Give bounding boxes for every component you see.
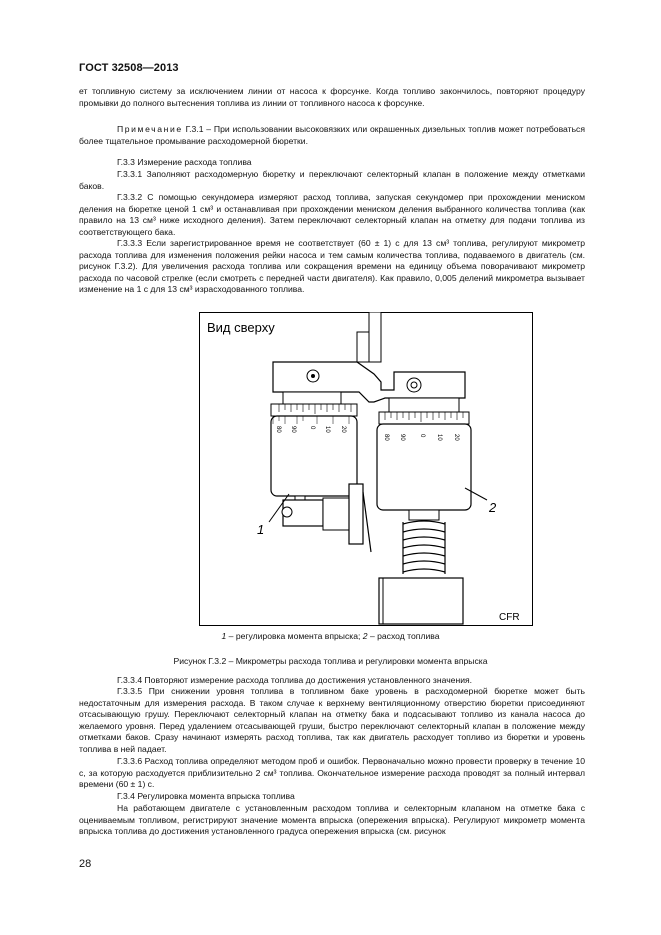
page-number: 28 bbox=[79, 858, 92, 870]
left-micrometer-neck bbox=[283, 392, 341, 404]
right-dial-label: 0 bbox=[419, 434, 425, 438]
paragraph-g332: Г.3.3.2 С помощью секундомера измеряют расход топлива, запуская секундомер при прохождении мениском деления на бюретке ценой 1 см³ и останавливая при прохождении мениском деления выбранного количества топлива (как правило на 13 см³ ниже исходного деления). Затем переключают селекторный клапан на отметку для подачи топлива из соответствующего бака. bbox=[79, 192, 585, 237]
left-dial-label: 20 bbox=[340, 426, 346, 433]
view-label: Вид сверху bbox=[207, 320, 275, 335]
left-mount-plate bbox=[349, 484, 363, 544]
right-dial-label: 80 bbox=[383, 434, 389, 441]
right-base-block bbox=[379, 578, 463, 624]
note-label: Примечание bbox=[117, 124, 183, 134]
right-micrometer-neck bbox=[389, 398, 459, 412]
figure-micrometers bbox=[199, 312, 533, 626]
callout-2: 2 bbox=[489, 500, 497, 515]
section-heading-g34: Г.3.4 Регулировка момента впрыска топлива bbox=[117, 791, 295, 801]
paragraph-g333: Г.3.3.3 Если зарегистрированное время не соответствует (60 ± 1) с для 13 см³ топлива, регулируют микрометр расхода топлива для изменения положения рейки насоса и тем самым количества топлива, подаваемого в двигатель (см. рисунок Г.3.2). Для увеличения расхода топлива или сокращения времени на единицу объема поворачивают микрометр расхода по часовой стрелке (если смотреть с передней части двигателя). Как правило, 0,005 делений микрометра вызывает изменение на 1 с для 13 см³ израсходованного топлива. bbox=[79, 238, 585, 295]
paragraph-g335: Г.3.3.5 При снижении уровня топлива в топливном баке уровень в расходомерной бюретке может быть недостаточным для измерения расхода. В таком случае к верхнему вентиляционному отверстию бюретки присоединяют отсасывающую грушу. Переключают селекторный клапан на отметку бака и подсасывают топливо из канала насоса до желаемого уровня. Перед удалением отсасывающей груши, быстро переключают селекторный клапан в положение между отметками баков. Сразу начинают измерять расход топлива, так как двигатель расходует топливо из бюретки и уровень топлива в ней падает. bbox=[79, 686, 585, 754]
paragraph-g34: На работающем двигателе с установленным расходом топлива и селекторным клапаном на отметке бака с оцениваемым топливом, регистрируют значение момента впрыска (опережения впрыска). Регулируют микрометр момента впрыска топлива до достижения установленного градуса опережения впрыска (см. рисунок bbox=[79, 803, 585, 837]
paragraph-g331: Г.3.3.1 Заполняют расходомерную бюретку и переключают селекторный клапан в положение между отметками баков. bbox=[79, 169, 585, 191]
right-spring-cap bbox=[409, 510, 439, 520]
left-dial-label: 90 bbox=[290, 426, 296, 433]
paragraph-continuation: ет топливную систему за исключением линии от насоса к форсунке. Когда топливо закончилось, повторяют процедуру промывки до полного вытеснения топлива из линии от топливного насоса к форсунке. bbox=[79, 86, 585, 108]
section-heading-g33: Г.3.3 Измерение расхода топлива bbox=[117, 157, 252, 167]
legend-2-text: – расход топлива bbox=[367, 631, 440, 641]
right-dial-label: 20 bbox=[453, 434, 459, 441]
note-text: Г.3.1 – При использовании высоковязких или окрашенных дизельных топлив может потребоваться более тщательное промывание расходомерной бюретки. bbox=[79, 124, 586, 146]
legend-1-num: 1 bbox=[221, 631, 227, 641]
right-dial-label: 10 bbox=[436, 434, 442, 441]
bracket-post-inner bbox=[357, 332, 369, 362]
figure-title: Рисунок Г.3.2 – Микрометры расхода топлива и регулировки момента впрыска bbox=[173, 656, 488, 666]
legend-1-text: – регулировка момента впрыска; bbox=[226, 631, 363, 641]
left-dial-label: 10 bbox=[324, 426, 330, 433]
callout-1: 1 bbox=[257, 522, 265, 537]
paragraph-g336: Г.3.3.6 Расход топлива определяют методом проб и ошибок. Первоначально можно провести проверку в течение 10 с, за которую расходуется приблизительно 2 см³ топлива. Окончательное измерение расхода проводят за полный интервал времени (60 ± 1) с. bbox=[79, 756, 585, 790]
figure-mark: CFR bbox=[499, 612, 520, 623]
legend-2-num: 2 bbox=[362, 631, 368, 641]
right-dial-label: 90 bbox=[399, 434, 405, 441]
left-dial-label: 80 bbox=[275, 426, 281, 433]
left-collar bbox=[323, 498, 349, 530]
document-header: ГОСТ 32508—2013 bbox=[79, 62, 179, 74]
paragraph-g334: Г.3.3.4 Повторяют измерение расхода топлива до достижения установленного значения. bbox=[117, 675, 473, 685]
right-micrometer-scale bbox=[379, 412, 469, 424]
note-paragraph bbox=[79, 124, 585, 147]
bracket-post bbox=[369, 312, 381, 362]
figure-legend bbox=[0, 631, 661, 641]
left-dial-label: 0 bbox=[309, 426, 315, 430]
left-micrometer-scale bbox=[271, 404, 357, 416]
